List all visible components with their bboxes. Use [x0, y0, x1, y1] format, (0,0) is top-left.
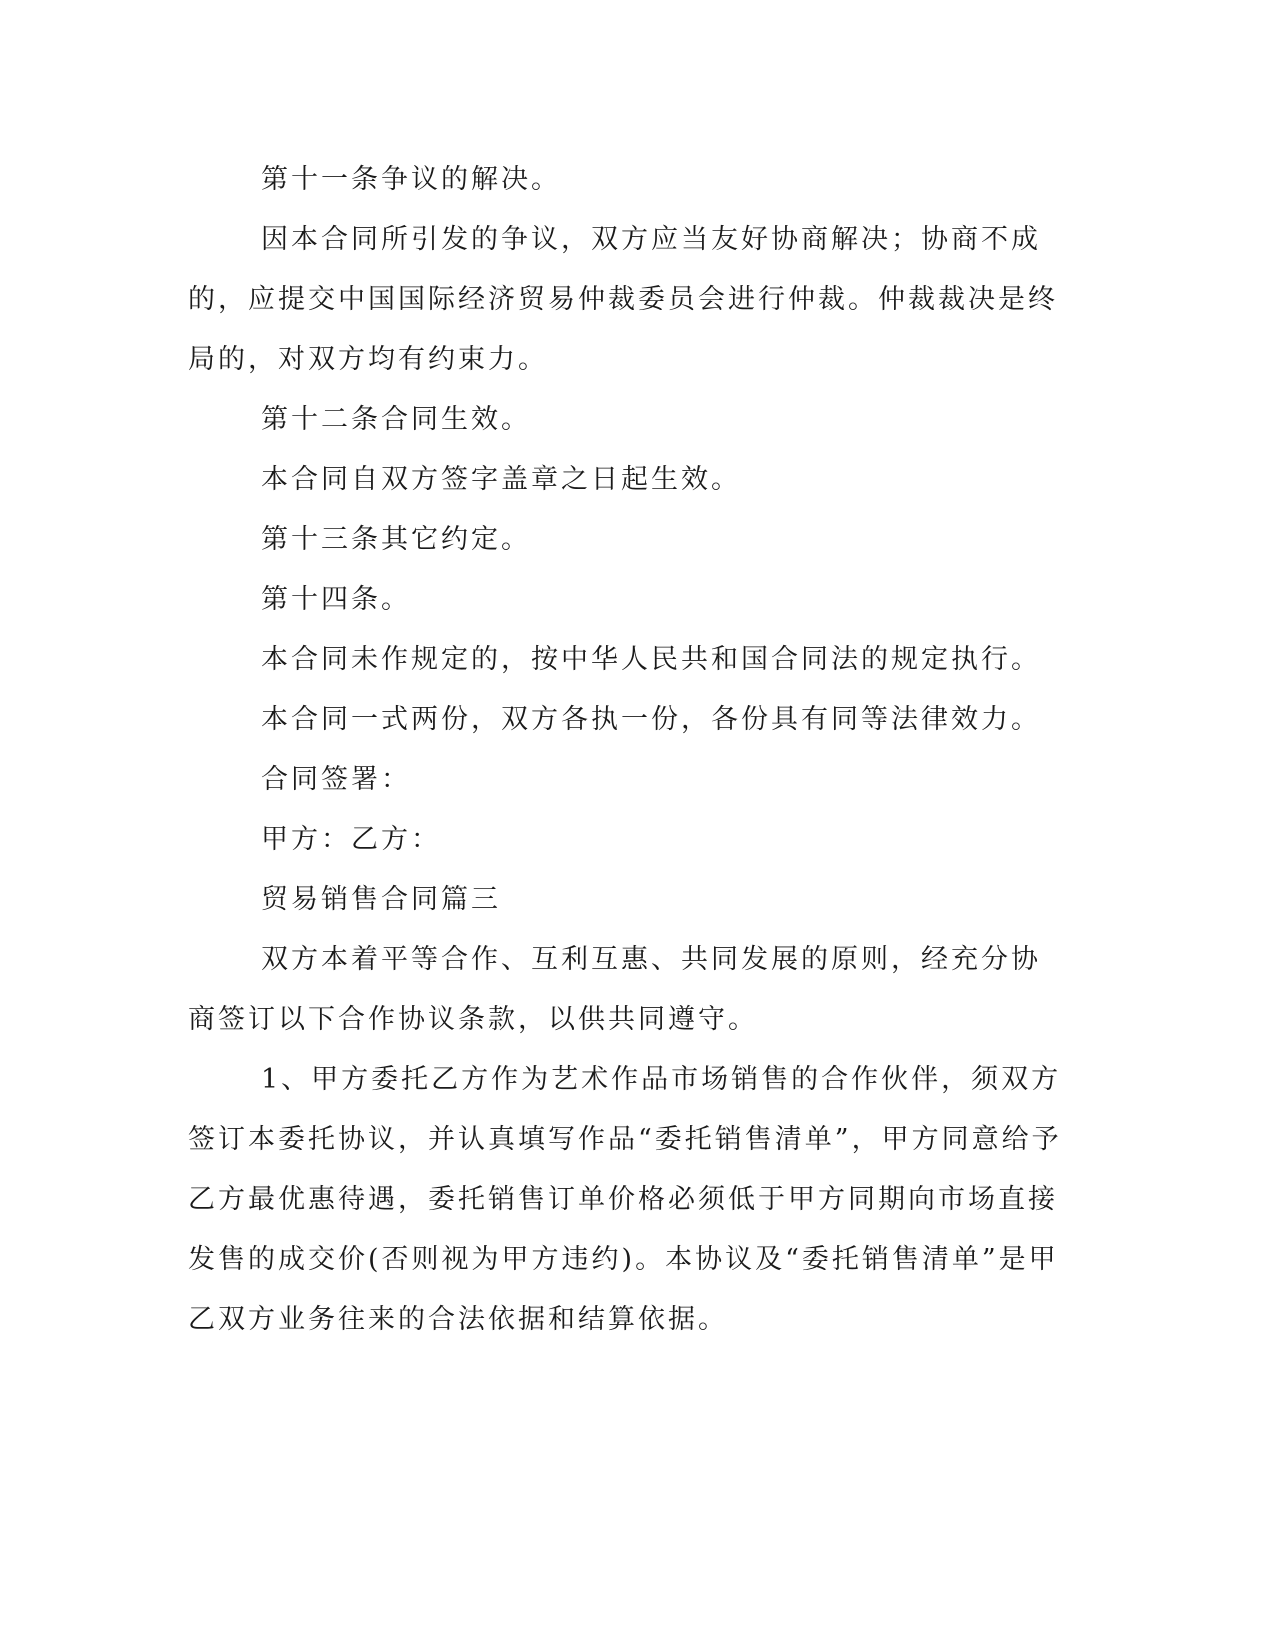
preamble-paragraph: 双方本着平等合作、互利互惠、共同发展的原则，经充分协商签订以下合作协议条款，以供共同遵守。	[188, 944, 1041, 1035]
document-body	[188, 150, 1068, 1350]
article-13-heading: 第十三条其它约定。	[261, 524, 531, 555]
article-11-heading: 第十一条争议的解决。	[261, 164, 561, 195]
dispute-resolution-paragraph: 因本合同所引发的争议，双方应当友好协商解决；协商不成的，应提交中国国际经济贸易仲裁委员会进行仲裁。仲裁裁决是终局的，对双方均有约束力。	[188, 224, 1058, 375]
parties-line: 甲方：乙方：	[261, 824, 441, 855]
effectiveness-paragraph: 本合同自双方签字盖章之日起生效。	[261, 464, 741, 495]
section-title: 贸易销售合同篇三	[261, 884, 501, 915]
article-14-heading: 第十四条。	[261, 584, 411, 615]
signature-heading: 合同签署：	[261, 764, 411, 795]
copies-paragraph: 本合同一式两份，双方各执一份，各份具有同等法律效力。	[261, 704, 1041, 735]
clause-1-paragraph: 1、甲方委托乙方作为艺术作品市场销售的合作伙伴，须双方签订本委托协议，并认真填写作品“委托销售清单”，甲方同意给予乙方最优惠待遇，委托销售订单价格必须低于甲方同期向市场直接发售的成交价(否则视为甲方违约)。本协议及“委托销售清单”是甲乙双方业务往来的合法依据和结算依据。	[188, 1064, 1062, 1335]
article-12-heading: 第十二条合同生效。	[261, 404, 531, 435]
unspecified-matters-paragraph: 本合同未作规定的，按中华人民共和国合同法的规定执行。	[261, 644, 1041, 675]
